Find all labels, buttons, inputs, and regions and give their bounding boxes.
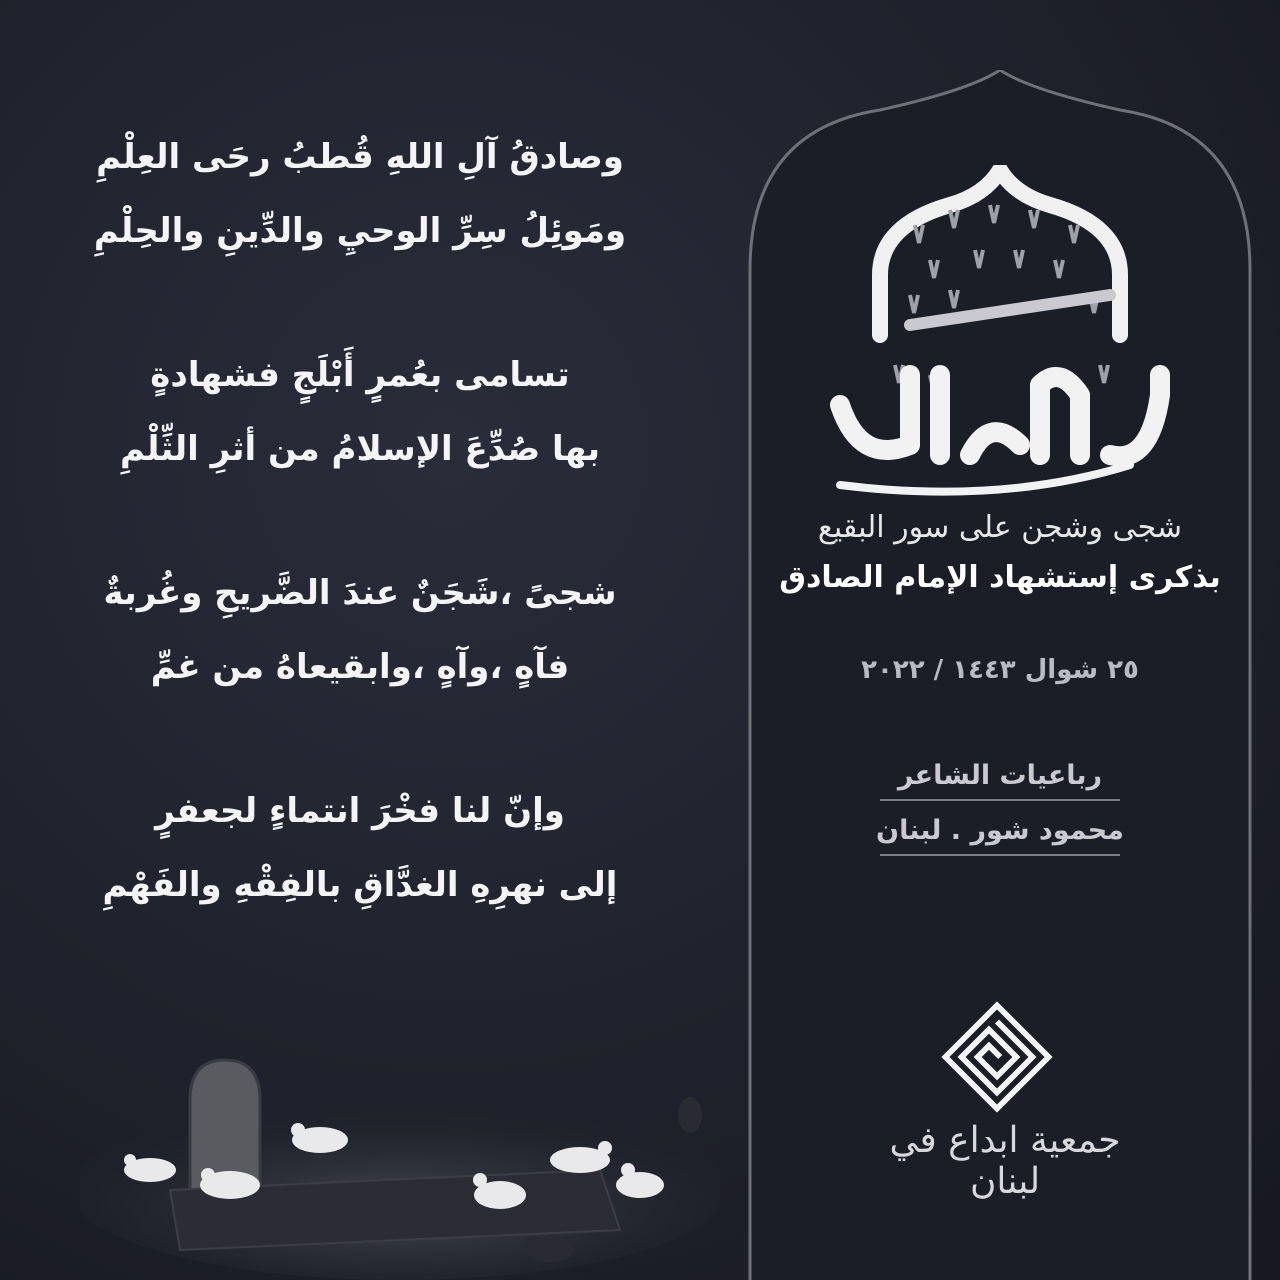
poet-title-underline	[880, 799, 1120, 801]
poem-verse: وإنّ لنا فخْرَ انتماءٍ لجعفرٍ	[155, 791, 565, 831]
title-calligraphy-logo	[800, 165, 1200, 505]
poet-title	[860, 760, 1140, 801]
subtitle: شجى وشجن على سور البقيع	[817, 510, 1183, 545]
poem-stanza	[60, 338, 660, 486]
poem-verse: تسامى بعُمرٍ أَبْلَجٍ فشهادةٍ	[150, 355, 570, 395]
organization-name: جمعية ابداع في لبنان	[889, 1120, 1121, 1202]
poem-verse: ومَوئِلُ سِرِّ الوحيِ والدِّينِ والحِلْمِ	[93, 211, 627, 251]
date-line: ٢٥ شوال ١٤٤٣ / ٢٠٢٢	[861, 655, 1139, 685]
occasion-line: بذكرى إستشهاد الإمام الصادق	[779, 560, 1221, 595]
poem-stanza	[60, 556, 660, 704]
poem-verse: بها صُدِّعَ الإسلامُ من أثرِ الثِّلْمِ	[119, 429, 601, 469]
poem-stanza	[60, 774, 660, 922]
poem-verse: إلى نهرِهِ الغدَّاقِ بالفِقْهِ والفَهْمِ	[102, 865, 618, 905]
poem-stanza	[60, 120, 660, 268]
kufic-logo-icon	[940, 1000, 1054, 1114]
poem	[60, 120, 660, 992]
poem-verse: وصادقُ آلِ اللهِ قُطبُ رحَى العِلْمِ	[96, 137, 624, 177]
poet-title-text: رباعيات الشاعر	[897, 760, 1103, 791]
poem-verse: شجىً ،شَجَنٌ عندَ الضَّريحِ وغُربةٌ	[103, 573, 617, 613]
poet-name-text: محمود شور . لبنان	[876, 815, 1124, 846]
grave-doves-illustration	[80, 1020, 720, 1280]
poet-name-underline	[880, 854, 1120, 856]
poet-name	[860, 815, 1140, 856]
poem-verse: فآهٍ ،وآهٍ ،وابقيعاهُ من غمِّ	[150, 647, 570, 687]
